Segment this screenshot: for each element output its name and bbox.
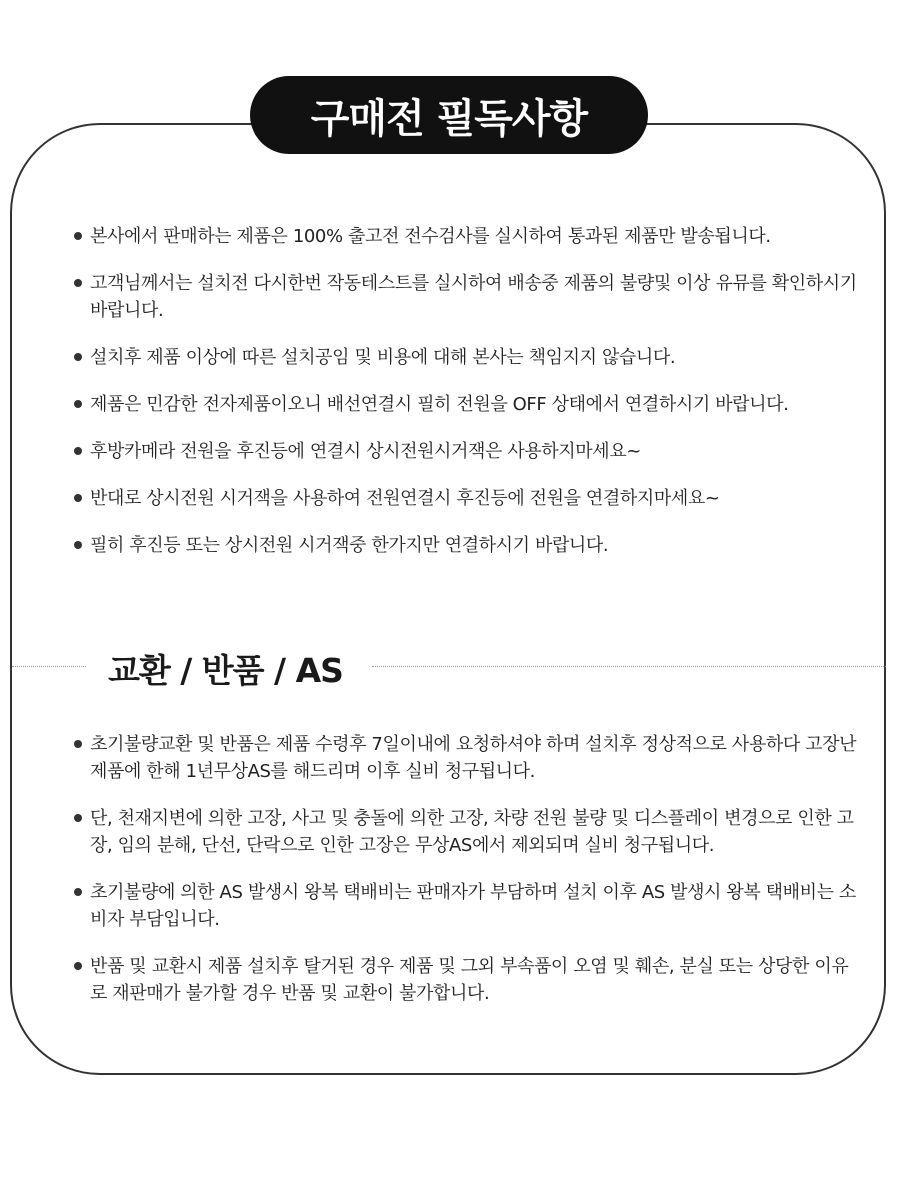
section-divider-right (372, 666, 886, 667)
bullet-icon (74, 400, 82, 408)
bullet-icon (74, 232, 82, 240)
list-item-text: 설치후 제품 이상에 따른 설치공임 및 비용에 대해 본사는 책임지지 않습니다. (90, 347, 676, 368)
list-item-text: 제품은 민감한 전자제품이오니 배선연결시 필히 전원을 OFF 상태에서 연결하시기 바랍니다. (90, 394, 789, 415)
return-policy-list (74, 731, 864, 1027)
list-item-text: 반대로 상시전원 시거잭을 사용하여 전원연결시 후진등에 전원을 연결하지마세요~ (90, 488, 720, 509)
bullet-icon (74, 541, 82, 549)
bullet-icon (74, 494, 82, 502)
bullet-icon (74, 888, 82, 896)
list-item-text: 후방카메라 전원을 후진등에 연결시 상시전원시거잭은 사용하지마세요~ (90, 441, 641, 462)
list-item-text: 필히 후진등 또는 상시전원 시거잭중 한가지만 연결하시기 바랍니다. (90, 535, 609, 556)
list-item (74, 438, 864, 465)
list-item (74, 485, 864, 512)
page-title-text: 구매전 필독사항 (310, 95, 588, 142)
page-title (250, 76, 648, 154)
bullet-icon (74, 353, 82, 361)
notice-list (74, 223, 864, 579)
list-item-text: 고객님께서는 설치전 다시한번 작동테스트를 실시하여 배송중 제품의 불량및 이상 유뮤를 확인하시기바랍니다. (90, 273, 857, 321)
bullet-icon (74, 740, 82, 748)
list-item-text: 본사에서 판매하는 제품은 100% 출고전 전수검사를 실시하여 통과된 제품만 발송됩니다. (90, 226, 771, 247)
section-divider-left (12, 666, 86, 667)
list-item (74, 532, 864, 559)
list-item (74, 805, 864, 859)
bullet-icon (74, 962, 82, 970)
list-item (74, 270, 864, 324)
list-item-text: 반품 및 교환시 제품 설치후 탈거된 경우 제품 및 그외 부속품이 오염 및 훼손, 분실 또는 상당한 이유로 재판매가 불가할 경우 반품 및 교환이 불가합니다. (90, 956, 849, 1004)
list-item (74, 731, 864, 785)
list-item-text: 초기불량에 의한 AS 발생시 왕복 택배비는 판매자가 부담하며 설치 이후 AS 발생시 왕복 택배비는 소비자 부담입니다. (90, 882, 856, 930)
list-item-text: 초기불량교환 및 반품은 제품 수령후 7일이내에 요청하셔야 하며 설치후 정상적으로 사용하다 고장난제품에 한해 1년무상AS를 해드리며 이후 실비 청구됩니다. (90, 734, 857, 782)
section-title: 교환 / 반품 / AS (108, 651, 343, 690)
list-item (74, 953, 864, 1007)
list-item (74, 391, 864, 418)
list-item-text: 단, 천재지변에 의한 고장, 사고 및 충돌에 의한 고장, 차량 전원 불량 및 디스플레이 변경으로 인한 고장, 임의 분해, 단선, 단락으로 인한 고장은 무상AS에서 제외되며 실비 청구됩니다. (90, 808, 854, 856)
bullet-icon (74, 814, 82, 822)
list-item (74, 344, 864, 371)
list-item (74, 223, 864, 250)
list-item (74, 879, 864, 933)
bullet-icon (74, 447, 82, 455)
bullet-icon (74, 279, 82, 287)
